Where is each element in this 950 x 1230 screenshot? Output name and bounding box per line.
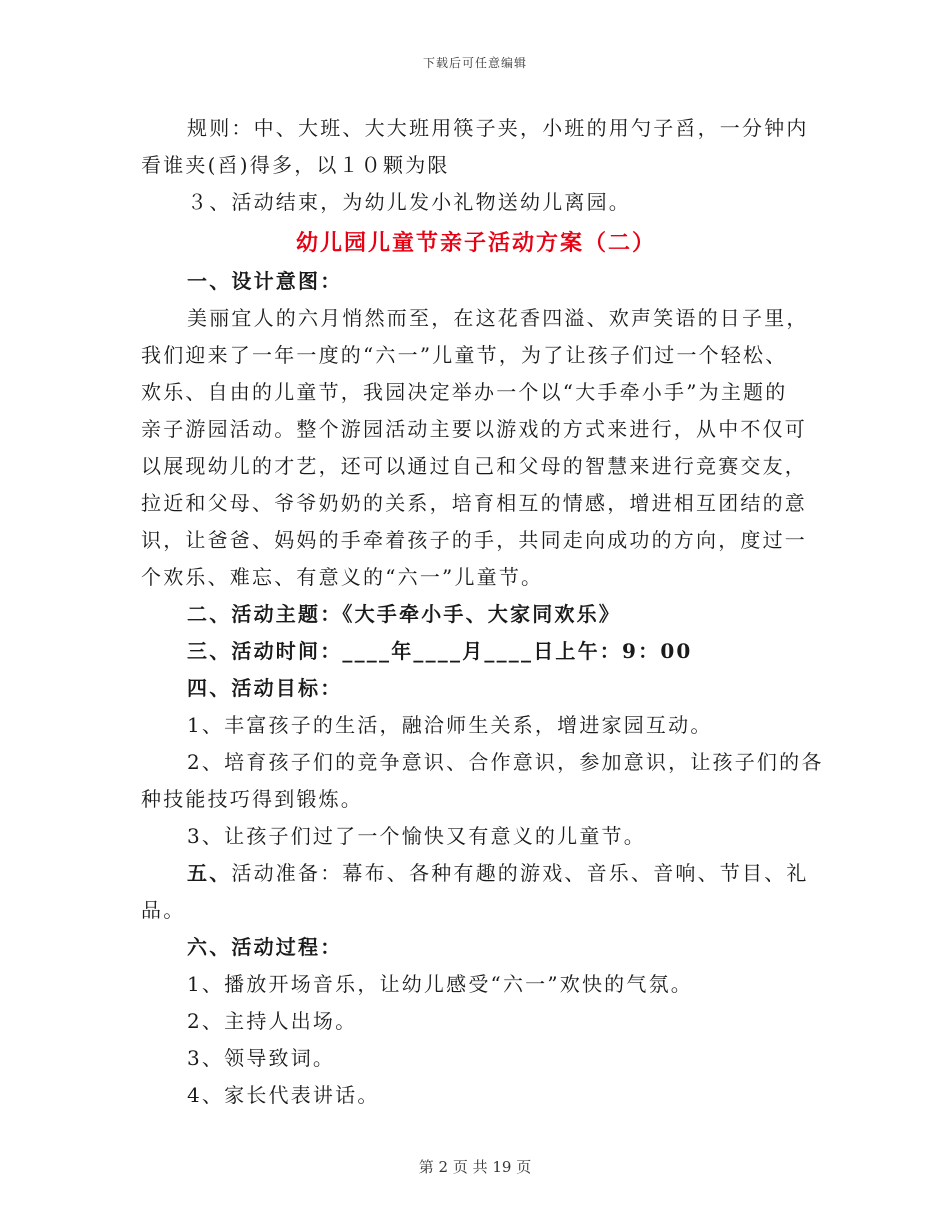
intent-para-line-2: 我们迎来了一年一度的“六一”儿童节，为了让孩子们过一个轻松、: [141, 343, 788, 367]
heading-goals: 四、活动目标：: [187, 676, 343, 700]
process-step-1: 1、播放开场音乐，让幼儿感受“六一”欢快的气氛。: [187, 972, 693, 996]
heading-theme: 二、活动主题：《大手牵小手、大家同欢乐》: [187, 602, 621, 626]
intent-para-line-4: 亲子游园活动。整个游园活动主要以游戏的方式来进行，从中不仅可: [141, 417, 807, 441]
prep-line-1: [141, 855, 811, 892]
section-title: 幼儿园儿童节亲子活动方案（二）: [295, 230, 656, 256]
intent-para-line-5: 以展现幼儿的才艺，还可以通过自己和父母的智慧来进行竞赛交友，: [141, 454, 807, 478]
process-step-4: 4、家长代表讲话。: [187, 1083, 380, 1107]
heading-time: 三、活动时间：____年____月____日上午：9：00: [187, 639, 693, 663]
heading-design-intent: 一、设计意图：: [187, 269, 343, 293]
rule-line-1: 规则：中、大班、大大班用筷子夹，小班的用勺子舀，一分钟内: [187, 116, 809, 140]
intent-para-line-1: 美丽宜人的六月悄然而至，在这花香四溢、欢声笑语的日子里，: [187, 306, 809, 330]
intent-para-line-7: 识，让爸爸、妈妈的手牵着孩子的手，共同走向成功的方向，度过一: [141, 528, 807, 552]
goal-3: 3、让孩子们过了一个愉快又有意义的儿童节。: [187, 824, 646, 848]
heading-process: 六、活动过程：: [187, 935, 343, 959]
intent-para-line-8: 个欢乐、难忘、有意义的“六一”儿童节。: [141, 565, 544, 589]
document-body: [141, 110, 824, 1114]
rule-line-2: 看谁夹(舀)得多，以１０颗为限: [141, 153, 450, 177]
goal-1: 1、丰富孩子的生活，融洽师生关系，增进家园互动。: [187, 713, 713, 737]
prep-label: 五、: [187, 861, 232, 885]
process-step-3: 3、领导致词。: [187, 1046, 336, 1070]
goal-2-line-2: 种技能技巧得到锻炼。: [141, 787, 363, 811]
prep-text: 活动准备：幕布、各种有趣的游戏、音乐、音响、节目、礼: [231, 861, 809, 885]
prep-line-2: 品。: [141, 898, 186, 922]
goal-2-line-1: 2、培育孩子们的竞争意识、合作意识，参加意识，让孩子们的各: [187, 750, 824, 774]
page-header-note: 下载后可任意编辑: [422, 56, 527, 70]
page-number-footer: 第 2 页 共 19 页: [418, 1158, 532, 1176]
process-step-2: 2、主持人出场。: [187, 1009, 358, 1033]
intent-para-line-3: 欢乐、自由的儿童节，我园决定举办一个以“大手牵小手”为主题的: [141, 380, 788, 404]
step-3-line: ３、活动结束，为幼儿发小礼物送幼儿离园。: [187, 190, 631, 214]
intent-para-line-6: 拉近和父母、爷爷奶奶的关系，培育相互的情感，增进相互团结的意: [141, 491, 807, 515]
